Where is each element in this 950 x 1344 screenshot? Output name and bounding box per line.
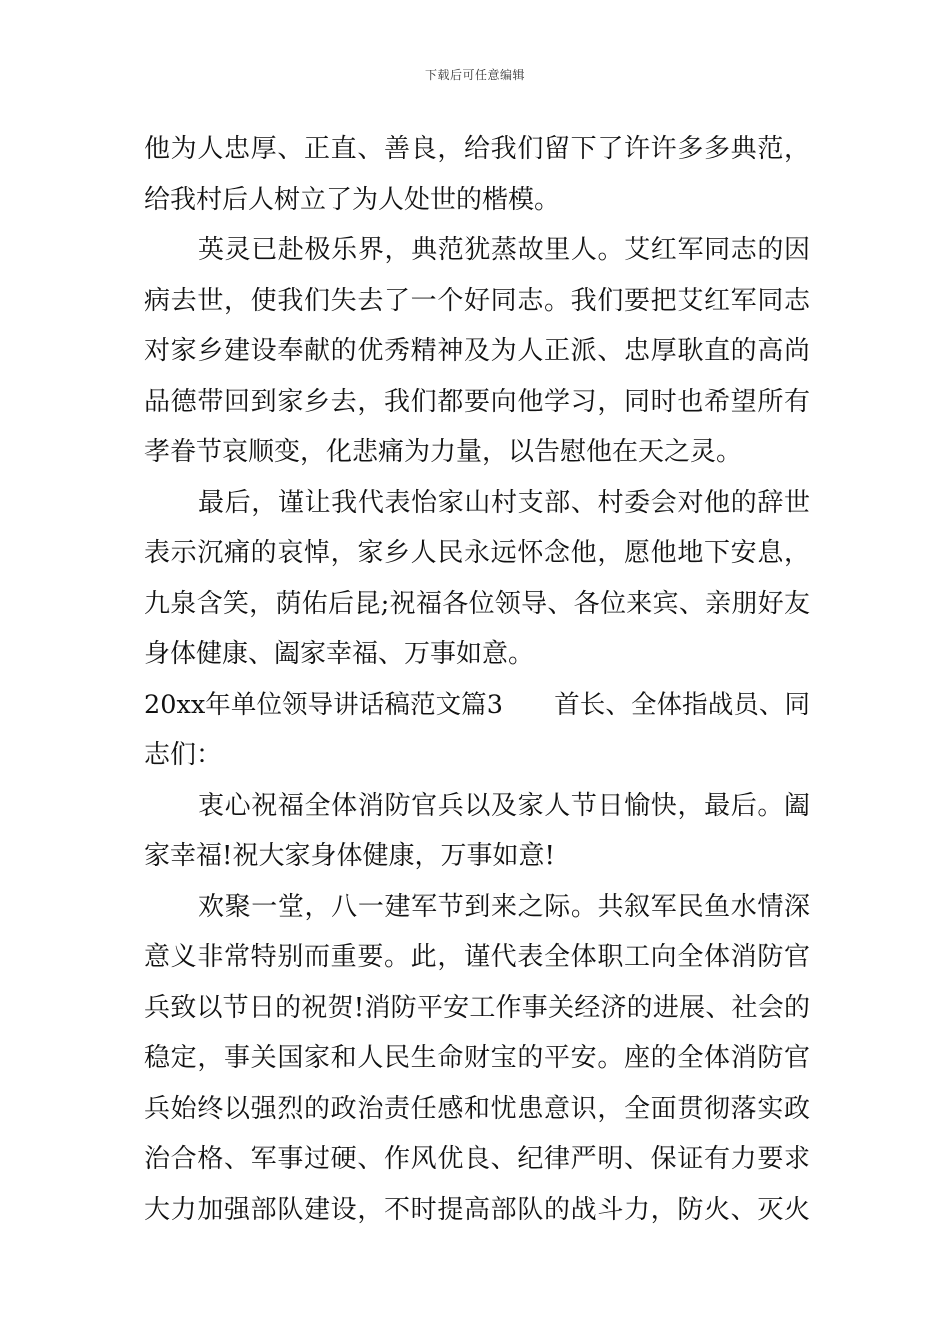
- document-body: [144, 124, 810, 1235]
- text-line: 志们：: [144, 740, 223, 770]
- text-line: 英灵已赴极乐界，典范犹蒸故里人。艾红军同志的因: [198, 235, 810, 265]
- text-line: 病去世，使我们失去了一个好同志。我们要把艾红军同志: [144, 285, 810, 316]
- text-line: 治合格、军事过硬、作风优良、纪律严明、保证有力要求: [144, 1144, 810, 1174]
- text-line: 表示沉痛的哀悼，家乡人民永远怀念他，愿他地下安息，: [144, 538, 810, 568]
- text-line: 意义非常特别而重要。此，谨代表全体职工向全体消防官: [144, 942, 810, 972]
- text-line: 他为人忠厚、正直、善良，给我们留下了许许多多典范，: [144, 134, 810, 164]
- text-line: 对家乡建设奉献的优秀精神及为人正派、忠厚耿直的高尚: [144, 336, 810, 366]
- text-line: 欢聚一堂，八一建军节到来之际。共叙军民鱼水情深: [198, 891, 810, 922]
- text-line: 最后，谨让我代表怡家山村支部、村委会对他的辞世: [198, 487, 810, 518]
- text-line: 20xx年单位领导讲话稿范文篇3 首长、全体指战员、同: [144, 689, 810, 720]
- text-line: 稳定，事关国家和人民生命财宝的平安。座的全体消防官: [144, 1043, 810, 1073]
- text-line: 家幸福!祝大家身体健康，万事如意!: [144, 841, 555, 871]
- text-line: 身体健康、阖家幸福、万事如意。: [144, 639, 535, 669]
- text-line: 大力加强部队建设，不时提高部队的战斗力，防火、灭火: [144, 1194, 810, 1225]
- text-line: 给我村后人树立了为人处世的楷模。: [144, 184, 561, 215]
- text-line: 兵始终以强烈的政治责任感和忧患意识，全面贯彻落实政: [144, 1093, 810, 1124]
- text-line: 衷心祝福全体消防官兵以及家人节日愉快，最后。阖: [198, 790, 810, 821]
- page-header-note: 下载后可任意编辑: [424, 68, 525, 82]
- text-line: 孝眷节哀顺变，化悲痛为力量，以告慰他在天之灵。: [144, 437, 743, 467]
- text-line: 九泉含笑，荫佑后昆;祝福各位领导、各位来宾、亲朋好友: [144, 588, 810, 619]
- text-line: 兵致以节日的祝贺!消防平安工作事关经济的进展、社会的: [144, 992, 810, 1023]
- text-line: 品德带回到家乡去，我们都要向他学习，同时也希望所有: [144, 386, 810, 417]
